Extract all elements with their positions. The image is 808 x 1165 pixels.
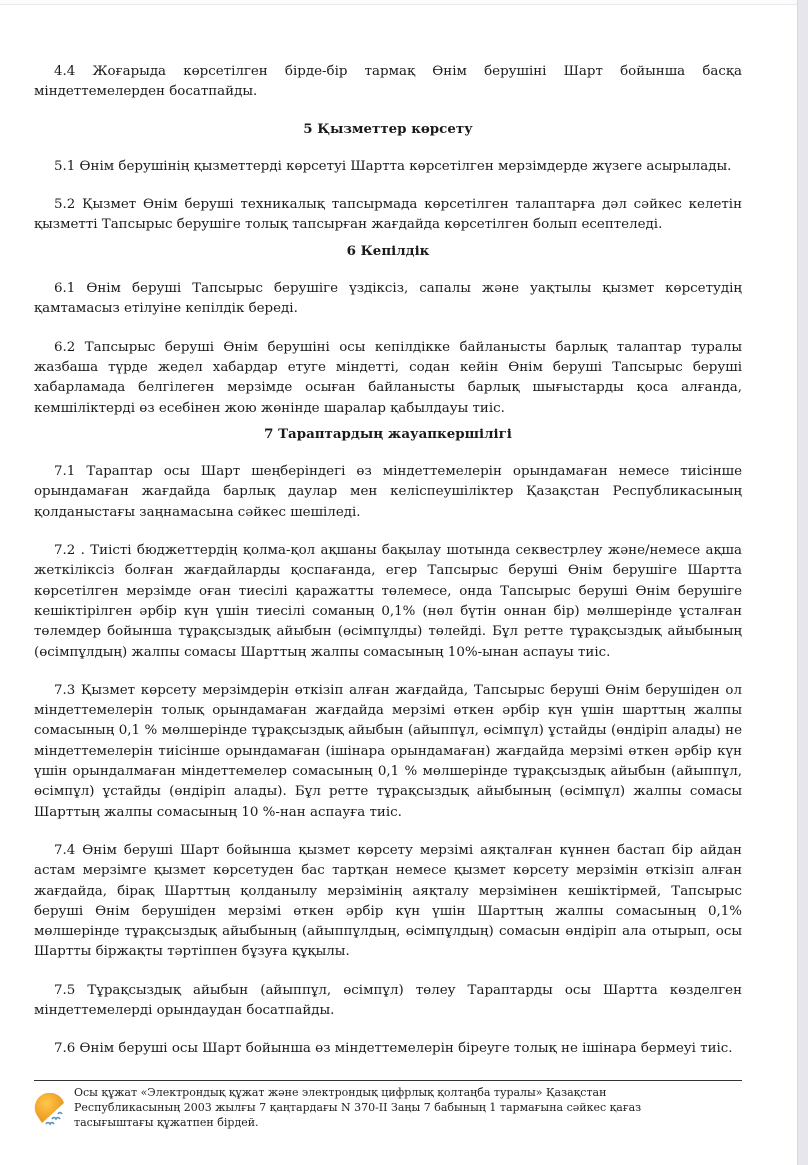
- vertical-scrollbar[interactable]: [797, 0, 808, 1165]
- clause-7-6: 7.6 Өнім беруші осы Шарт бойынша өз міндеттемелерін біреуге толық не ішінара бермеуі тиіс.: [54, 1041, 733, 1057]
- section-heading-5: 5 Қызметтер көрсету: [303, 120, 473, 137]
- section-heading-7: 7 Тараптардың жауапкершілігі: [264, 425, 512, 442]
- e-signature-footer: [34, 1080, 742, 1130]
- sun-logo-icon: [34, 1093, 70, 1129]
- clause-4-4: 4.4 Жоғарыда көрсетілген бірде-бір тармақ Өнім берушіні Шарт бойынша басқа міндеттемелерден босатпайды.: [34, 64, 742, 100]
- clause-5-2: 5.2 Қызмет Өнім беруші техникалық тапсырмада көрсетілген талаптарға дәл сәйкес келетін қызметті Тапсырыс берушіге толық тапсырған жағдайда көрсетілген болып есептеледі.: [34, 197, 742, 233]
- clause-7-3: 7.3 Қызмет көрсету мерзімдерін өткізіп алған жағдайда, Тапсырыс беруші Өнім берушіден ол міндеттемелерін толық орындамаған жағдайда мерзімі өткен әрбір күн үшін шарттың жалпы сомасының 0,1 % мөлшерінде тұрақсыздық айыбын (айыппұл, өсімпұл) ұстайды (өндіріп алады) не міндеттемелерін тиісінше орындамаған (ішінара орындамаған) жағдайда мерзімі өткен әрбір күн үшін орындалмаған міндеттемелер сомасының 0,1 % мөлшерінде тұрақсыздық айыбын (айыппұл, өсімпұл) ұстайды (өндіріп алады). Бұл ретте тұрақсыздық айыбының (өсімпұл) жалпы сомасы Шарттың жалпы сомасының 10 %-нан аспауға тиіс.: [34, 682, 742, 820]
- clause-7-1: 7.1 Тараптар осы Шарт шеңберіндегі өз міндеттемелерін орындамаған немесе тиісінше орындамаған жағдайда барлық даулар мен келіспеушіліктер Қазақстан Республикасының қолданыстағы заңнамасына сәйкес шешіледі.: [34, 464, 742, 520]
- clause-7-4: 7.4 Өнім беруші Шарт бойынша қызмет көрсету мерзімі аяқталған күннен бастап бір айдан астам мерзімге қызмет көрсетуден бас тартқан немесе қызмет көрсету мерзімін өткізіп алған жағдайда, бірақ Шарттың қолданылу мерзімінің аяқталу мерзімінен кешіктірмей, Тапсырыс беруші Өнім берушіден мерзімі өткен әрбір күн үшін Шарттың жалпы сомасының 0,1% мөлшерінде тұрақсыздық айыбының (айыппұлдың, өсімпұлдың) сомасын өндіріп ала отырып, осы Шартты біржақты тәртіппен бұзуға құқылы.: [34, 842, 742, 960]
- section-heading-6: 6 Кепілдік: [346, 242, 430, 259]
- clause-7-2: 7.2 . Тиісті бюджеттердің қолма-қол ақшаны бақылау шотында секвестрлеу және/немесе ақша жеткіліксіз болған жағдайларды қоспағанда, егер Тапсырыс беруші Өнім берушіге Шартта көрсетілген мерзімде оған тиесілі қаражатты төлемесе, онда Тапсырыс беруші Өнім берушіге кешіктірілген әрбір күн үшін тиесілі соманың 0,1% (нөл бүтін оннан бір) мөлшерінде ұсталған төлемдер бойынша тұрақсыздық айыбын (өсімпұлды) төлейді. Бұл ретте тұрақсыздық айыбының (өсімпұлдың) жалпы сомасы Шарттың жалпы сомасының 10%-ынан аспауы тиіс.: [34, 543, 742, 660]
- clause-5-1: 5.1 Өнім берушінің қызметтерді көрсетуі Шартта көрсетілген мерзімдерде жүзеге асырылады.: [54, 158, 732, 174]
- page-top-edge: [0, 0, 798, 5]
- document-body: [34, 62, 742, 1060]
- footer-legal-text: Осы құжат «Электрондық құжат және электрондық цифрлық қолтаңба туралы» Қазақстан Республикасының 2003 жылғы 7 қаңтардағы N 370-II Заңы 7 бабының 1 тармағына сәйкес қағаз тасығыштағы құжатпен бірдей.: [74, 1086, 642, 1129]
- clause-7-5: 7.5 Тұрақсыздық айыбын (айыппұл, өсімпұл) төлеу Тараптарды осы Шартта көзделген міндеттемелерді орындаудан босатпайды.: [34, 982, 742, 1018]
- clause-6-2: 6.2 Тапсырыс беруші Өнім берушіні осы кепілдікке байланысты барлық талаптар туралы жазбаша түрде жедел хабардар етуге міндетті, содан кейін Өнім беруші Тапсырыс беруші хабарламада белгілеген мерзімде осыған байланысты барлық шығыстарды қоса алғанда, кемшіліктерді өз есебінен жою жөнінде шаралар қабылдауы тиіс.: [34, 339, 742, 416]
- clause-6-1: 6.1 Өнім беруші Тапсырыс берушіге үздіксіз, сапалы және уақтылы қызмет көрсетудің қамтамасыз етілуіне кепілдік береді.: [34, 281, 742, 317]
